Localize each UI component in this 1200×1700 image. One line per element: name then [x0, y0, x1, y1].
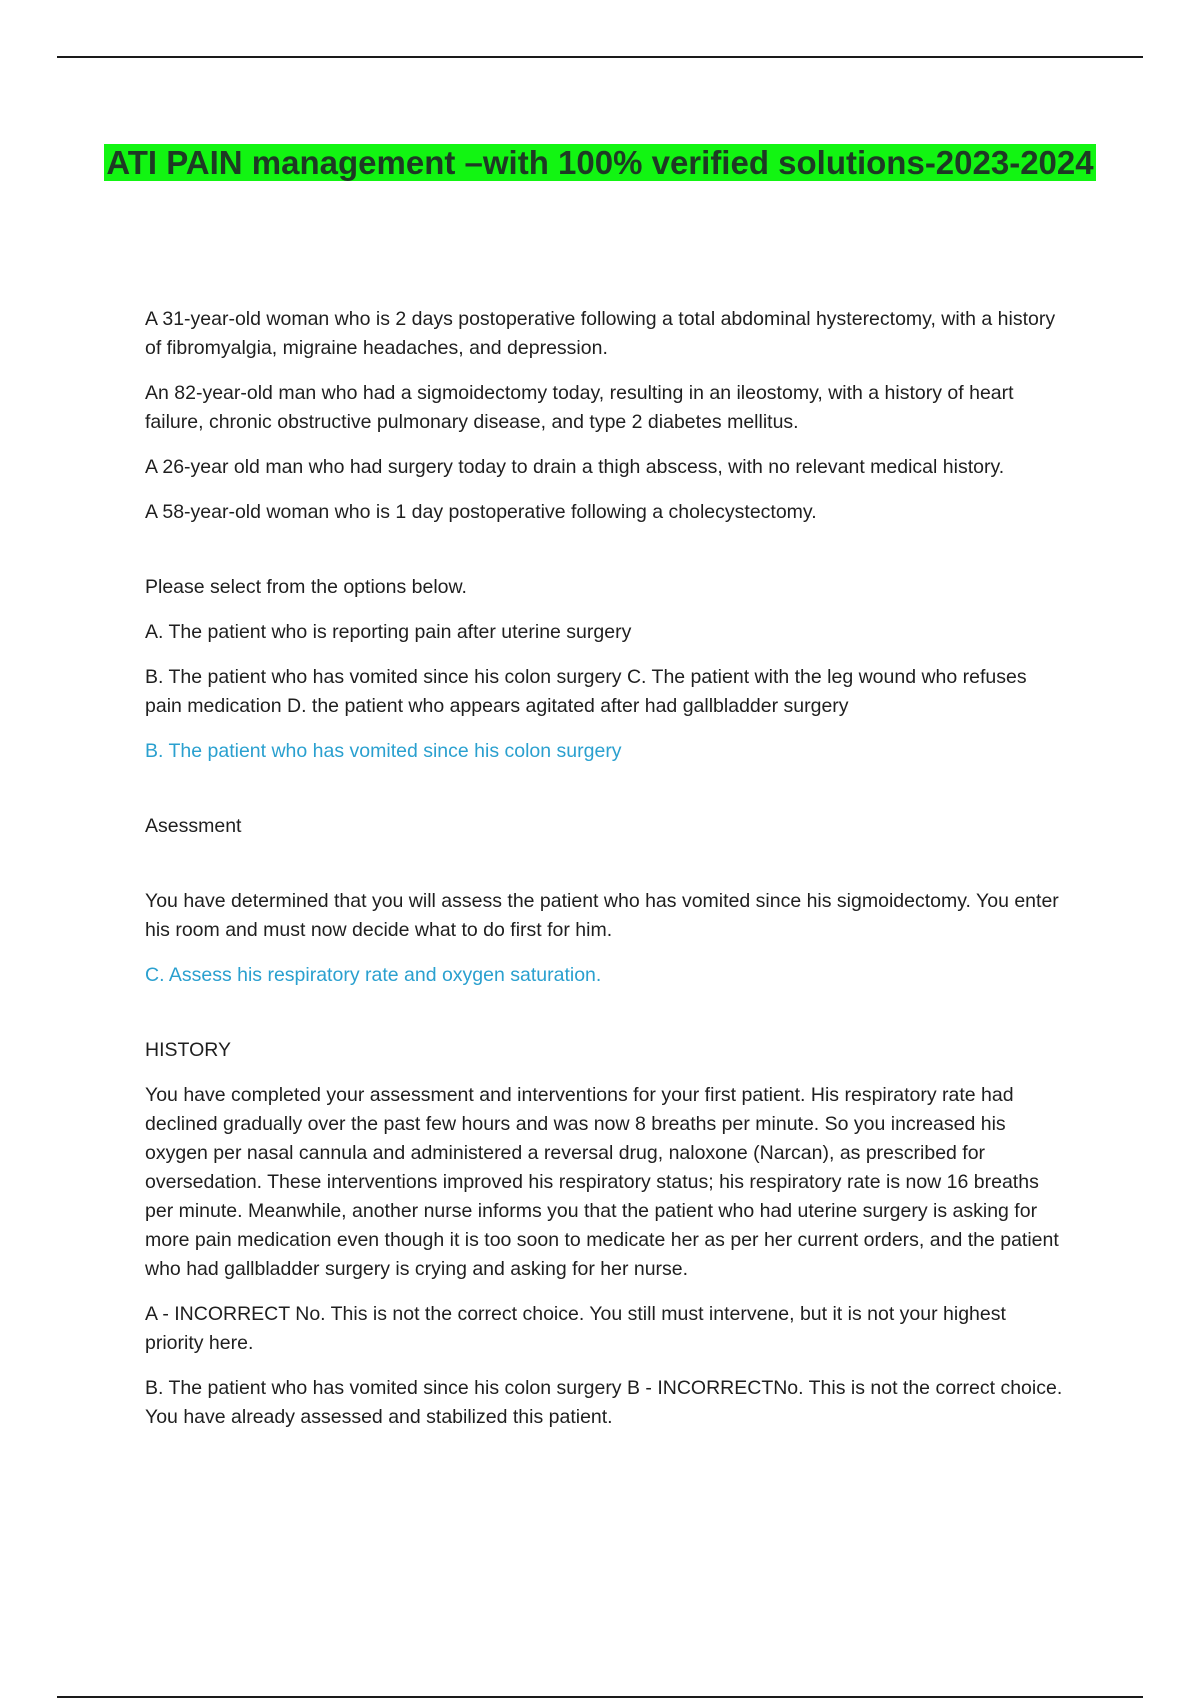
scenario-2: An 82-year-old man who had a sigmoidectomy today, resulting in an ileostomy, with a history of heart failure, chronic obstructive pulmonary disease, and type 2 diabetes mellitus. [145, 382, 1014, 433]
option-bcd: B. The patient who has vomited since his colon surgery C. The patient with the leg wound who refuses pain medication D. the patient who appears agitated after had gallbladder surgery [145, 666, 1027, 717]
scenario-4: A 58-year-old woman who is 1 day postoperative following a cholecystectomy. [145, 501, 817, 523]
scenario-1: A 31-year-old woman who is 2 days postoperative following a total abdominal hysterectomy, with a history of fibromyalgia, migraine headaches, and depression. [145, 308, 1056, 359]
answer-2: C. Assess his respiratory rate and oxygen saturation. [145, 964, 602, 986]
options-prompt: Please select from the options below. [145, 576, 467, 598]
answer-1: B. The patient who has vomited since his colon surgery [145, 740, 622, 762]
top-rule [57, 56, 1143, 58]
section-history: HISTORY [145, 1039, 231, 1061]
bottom-rule [57, 1696, 1143, 1698]
section-assessment: Asessment [145, 815, 242, 837]
feedback-a: A - INCORRECT No. This is not the correct choice. You still must intervene, but it is not your highest priority here. [145, 1303, 1006, 1354]
option-a: A. The patient who is reporting pain after uterine surgery [145, 621, 632, 643]
scenario-3: A 26-year old man who had surgery today to drain a thigh abscess, with no relevant medical history. [145, 456, 1005, 478]
title-block [100, 140, 1100, 185]
feedback-b: B. The patient who has vomited since his colon surgery B - INCORRECTNo. This is not the correct choice. You have already assessed and stabilized this patient. [145, 1377, 1063, 1428]
document-title: ATI PAIN management –with 100% verified solutions-2023-2024 [106, 144, 1094, 181]
document-body [145, 305, 1065, 1448]
assessment-text: You have determined that you will assess the patient who has vomited since his sigmoidectomy. You enter his room and must now decide what to do first for him. [145, 890, 1059, 941]
history-text: You have completed your assessment and interventions for your first patient. His respiratory rate had declined gradually over the past few hours and was now 8 breaths per minute. So you increased his oxygen per nasal cannula and administered a reversal drug, naloxone (Narcan), as prescribed for oversedation. These interventions improved his respiratory status; his respiratory rate is now 16 breaths per minute. Meanwhile, another nurse informs you that the patient who had uterine surgery is asking for more pain medication even though it is too soon to medicate her as per her current orders, and the patient who had gallbladder surgery is crying and asking for her nurse. [145, 1084, 1059, 1280]
